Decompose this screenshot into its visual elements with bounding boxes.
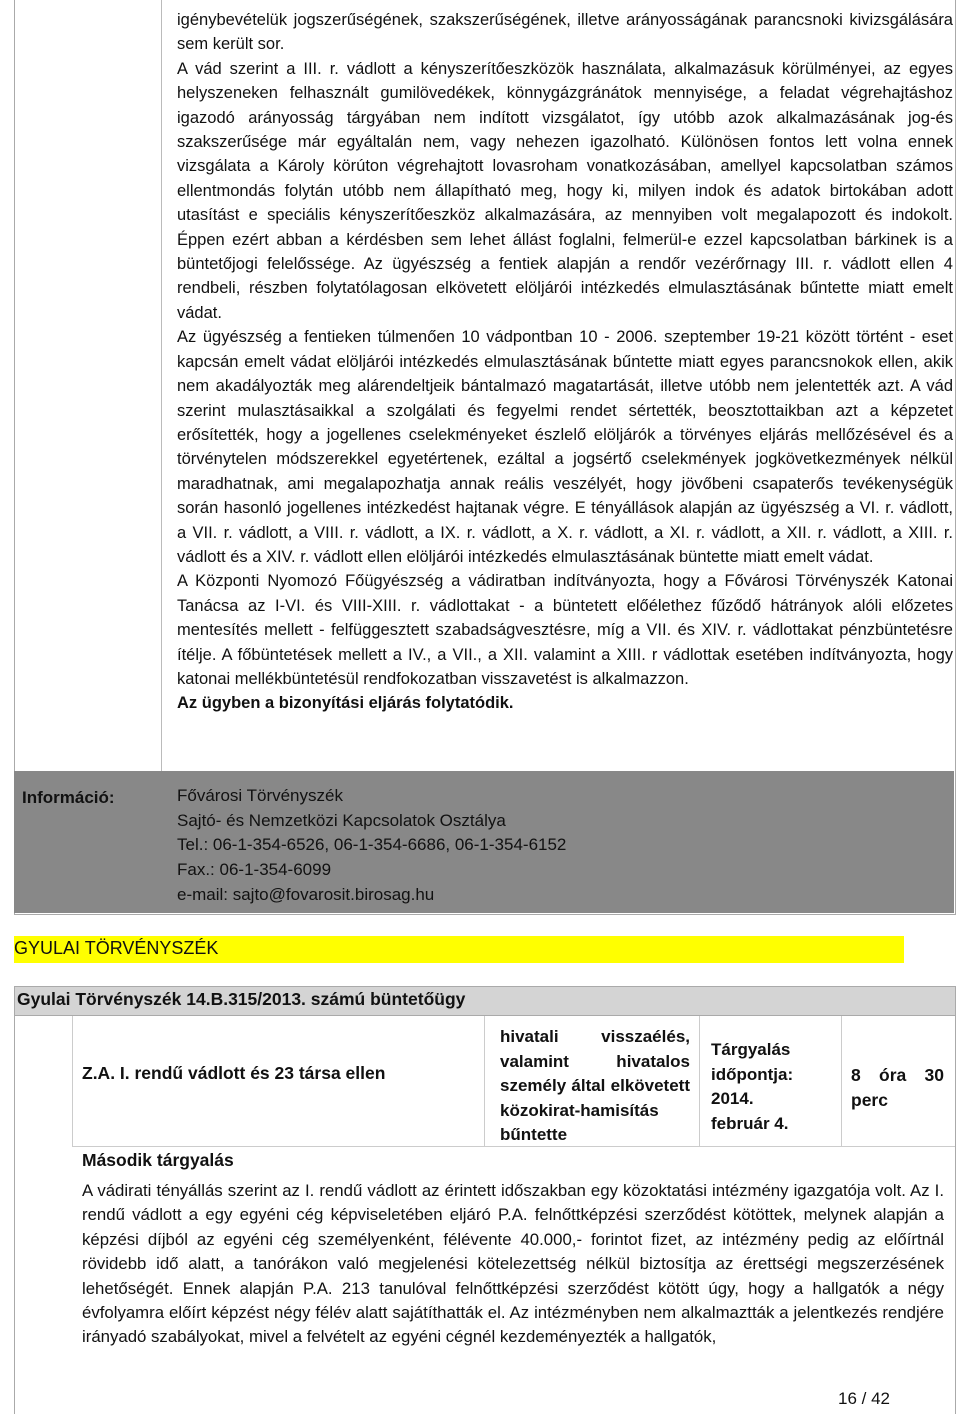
contact-email: e-mail: sajto@fovarosit.birosag.hu — [177, 884, 435, 904]
paragraph: Az ügyészség a fentieken túlmenően 10 vádpontban 10 - 2006. szeptember 19-21 között történt - eset kapcsán emelt vádat elöljárói intézkedés elmulasztásának bűntette miatt egyes parancsnokok ellen, akik nem akadályozták meg alárendeltjeik bántalmazó magatartását, illetve utóbb nem jelentették azt. A vád szerint mulasztásaikkal a szolgálati és fegyelmi rendet sértették, beosztottaikban azt a képzetet erősítették, hogy a jogellenes cselekményeket észlelő elöljárók a törvényes eljárás mellőzésével és a törvénytelen módszerekkel egyetértenek, ezáltal a jogsértő cselekmények jogkövetkezmények nélkül maradhatnak, ami megalapozhatja annak reális veszélyét, hogy jövőbeni csapaterős tevékenységük során hasonló jogellenes intézkedést hajtanak végre. E tényállások alapján az ügyészség a VI. r. vádlott, a VII. r. vádlott, a VIII. r. vádlott, a IX. r. vádlott, a X. r. vádlott, a XI. r. vádlott, a XII. r. vádlott, a XIII. r. vádlott és a XIV. r. vádlott ellen elöljárói intézkedés elmulasztásának büntette miatt emelt vádat. — [177, 328, 953, 566]
contact-line: Tel.: 06-1-354-6526, 06-1-354-6686, 06-1-354-6152 — [177, 835, 567, 855]
info-label: Információ: — [22, 788, 115, 807]
charge: hivatali visszaélés, valamint hivatalos személy által elkövetett közokirat-hamisítás bűntette — [500, 1027, 690, 1144]
page-number: 16 / 42 — [838, 1389, 890, 1408]
contact-line: Sajtó- és Nemzetközi Kapcsolatok Osztálya — [177, 810, 506, 830]
case-header-text: Gyulai Törvényszék 14.B.315/2013. számú büntetőügy — [17, 989, 466, 1009]
court-banner — [14, 936, 904, 963]
column-divider — [161, 0, 162, 771]
cell-divider — [484, 1016, 485, 1146]
contact-block — [177, 784, 566, 908]
contact-line: Fővárosi Törvényszék — [177, 786, 343, 805]
cell-divider — [841, 1016, 842, 1146]
hearing-type: Második tárgyalás — [82, 1150, 234, 1170]
paragraph: A vád szerint a III. r. vádlott a kényszerítőeszközök használata, alkalmazásuk körülményei, az egyes helyszeneken felhasznált gumilövedékek, könnygázgránátok mennyisége, a feladat végrehajtáshoz igazodó arányosság tárgyában nem indított vizsgálatot, így utóbb azok alkalmazásának jog-és szakszerűsége már egyáltalán nem, vagy nehezen igazolható. Különösen fontos lett volna ennek vizsgálata a Károly körúton végrehajtott lovasroham vonatkozásában, amellyel kapcsolatban számos ellentmondás folytán utóbb nem állapítható meg, hogy ki, milyen indok és adatok birtokában adott utasítást e speciális kényszerítőeszköz alkalmazására, az mennyiben volt megalapozott és indokolt. Éppen ezért abban a kérdésben sem lehet állást foglalni, felmerül-e ezzel kapcsolatban bárkinek is a büntetőjogi felelőssége. Az ügyészség a fentiek alapján a rendőr vezérőrnagy III. r. vádlott ellen 4 rendbeli, részben folytatólagosan elkövetett elöljárói intézkedés elmulasztásának bűntette miatt emelt vádat. — [177, 59, 953, 322]
main-text-block — [177, 8, 953, 716]
cell-divider — [72, 1016, 73, 1146]
case-header — [14, 986, 956, 1016]
hearing-time: 8 óra 30 perc — [851, 1065, 944, 1110]
status-line: Az ügyben a bizonyítási eljárás folytatódik. — [177, 694, 514, 713]
case-body: A vádirati tényállás szerint az I. rendű vádlott az érintett időszakban egy közoktatási intézmény igazgatója volt. Az I. rendű vádlott a egy egyéni cég képviseletében eljáró P.A. felnőttképzési szerződést kötöttek, melynek alapján a képzési díjból az egyéni cég személyenként, félévente 40.000,- forintot fizet, az intézmény pedig az előírtnál rövidebb idő alatt, a tanórákon való megjelenési kötelezettség nélkül biztosítja az érettségi megszerzésének lehetőségét. Ennek alapján P.A. 213 tanulóval felnőttképzési szerződést kötött úgy, hogy a hallgatók a négy évfolyamra előírt képzést négy félév alatt sajátíthatták el. Az intézményben nem alkalmaztták a jelentkezés rendjére irányadó szabályokat, mivel a felvételt az egyéni cégnél kezdeményezték a hallgatók, — [82, 1181, 944, 1347]
defendant: Z.A. I. rendű vádlott és 23 társa ellen — [82, 1063, 386, 1083]
contact-line: Fax.: 06-1-354-6099 — [177, 860, 332, 880]
paragraph: igénybevételük jogszerűségének, szakszerűségének, illetve arányosságának parancsnoki kivizsgálására sem került sor. — [177, 11, 953, 54]
hearing-date: Tárgyalás időpontja: 2014. február 4. — [711, 1040, 794, 1133]
cell-divider — [699, 1016, 700, 1146]
paragraph: A Központi Nyomozó Főügyészség a vádiratban indítványozta, hogy a Fővárosi Törvényszék Katonai Tanácsa az I-VI. és VIII-XIII. r. vádlottakat - a büntetett előélethez fűződő hátrányok alóli előzetes mentesítés mellett - felfüggesztett szabadságvesztésre, míg a VII. és XIV. r. vádlottakat pénzbüntetésre ítélje. A főbüntetések mellett a IV., a VII., a XII. valamint a XIII. r vádlottak esetében indítványozta, hogy katonai mellékbüntetésül rendfokozatban visszavetést is alkalmazzon. — [177, 572, 953, 688]
court-banner-text: GYULAI TÖRVÉNYSZÉK — [14, 938, 219, 958]
